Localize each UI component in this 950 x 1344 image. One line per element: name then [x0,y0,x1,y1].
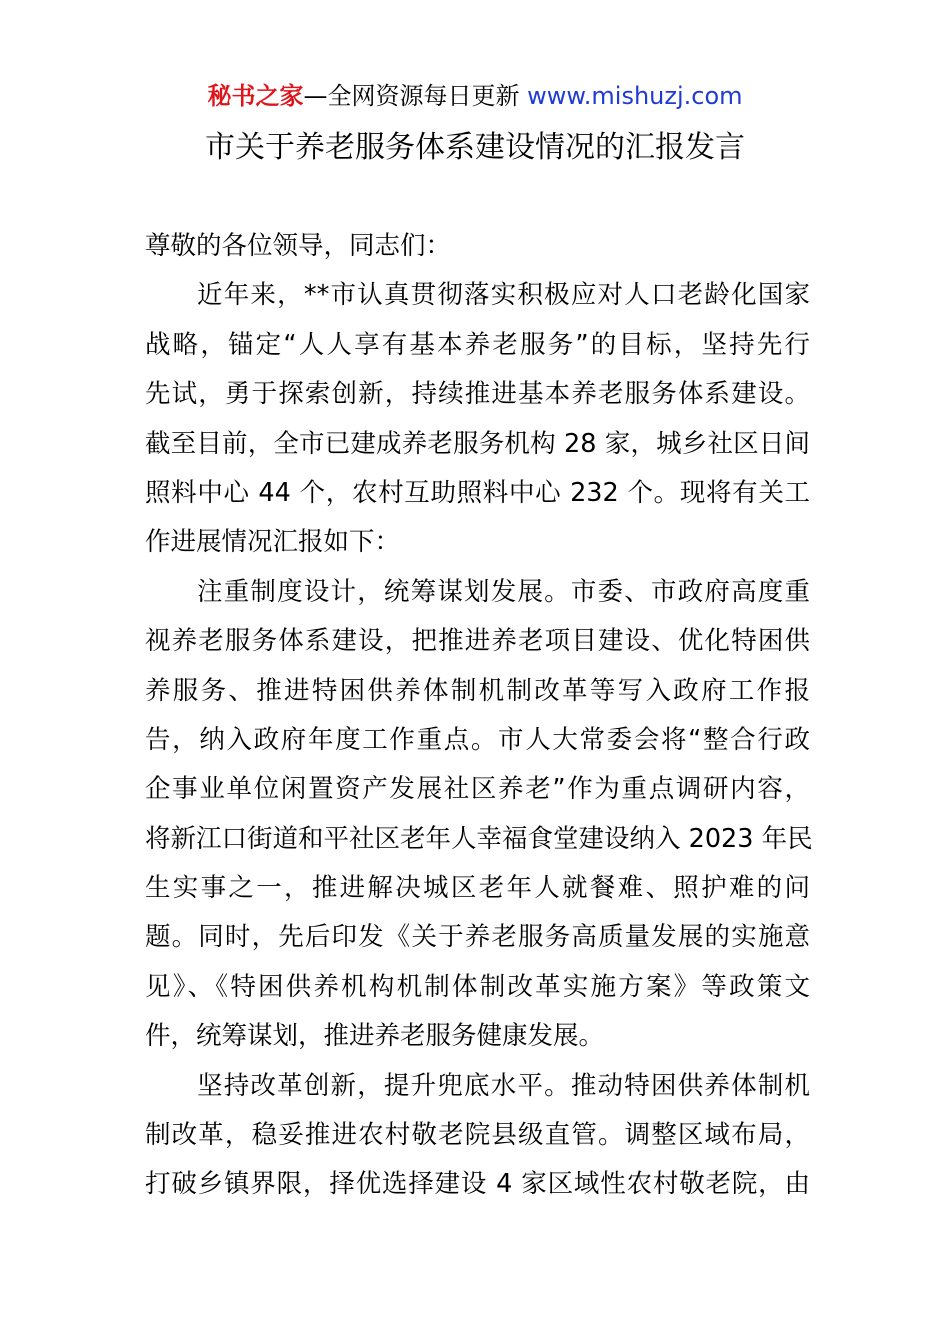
text-line: 注重制度设计，统筹谋划发展。市委、市政府高度重 [197,576,810,607]
text-line: 养服务、推进特困供养体制机制改革等写入政府工作报 [145,675,810,706]
text-line: 尊敬的各位领导，同志们： [145,231,452,261]
text-line: 近年来，**市认真贯彻落实积极应对人口老龄化国家 [197,280,810,311]
site-brand: 秘书之家 [207,82,304,110]
text-line: 告，纳入政府年度工作重点。市人大常委会将“整合行政 [145,724,810,755]
text-line: 见》、《特困供养机构机制体制改革实施方案》等政策文 [145,971,810,1002]
text-line: 生实事之一，推进解决城区老年人就餐难、照护难的问 [145,873,810,904]
text-line: 先试，勇于探索创新，持续推进基本养老服务体系建设。 [145,379,810,410]
document-title: 市关于养老服务体系建设情况的汇报发言 [205,130,745,165]
site-tagline: —全网资源每日更新 [303,82,528,110]
site-header [0,80,950,112]
text-line: 作进展情况汇报如下： [145,527,401,558]
text-line: 题。同时，先后印发《关于养老服务高质量发展的实施意 [145,922,810,953]
text-line: 件，统筹谋划，推进养老服务健康发展。 [145,1021,605,1052]
document-body [145,222,813,1210]
text-line: 制改革，稳妥推进农村敬老院县级直管。调整区域布局， [145,1120,810,1151]
text-line: 截至目前，全市已建成养老服务机构 28 家，城乡社区日间 [145,428,810,459]
paragraph-intro [145,271,810,567]
text-line: 照料中心 44 个，农村互助照料中心 232 个。现将有关工 [145,477,810,508]
paragraph-system-design [145,568,813,1062]
text-line: 将新江口街道和平社区老年人幸福食堂建设纳入 2023 年民 [145,823,813,854]
paragraph-reform [145,1062,810,1210]
text-line: 战略，锚定“人人享有基本养老服务”的目标，坚持先行 [145,329,810,360]
site-url-link[interactable]: www.mishuzj.com [527,82,743,110]
text-line: 企事业单位闲置资产发展社区养老”作为重点调研内容， [145,774,810,805]
text-line: 打破乡镇界限，择优选择建设 4 家区域性农村敬老院，由 [145,1169,810,1200]
text-line: 坚持改革创新，提升兜底水平。推动特困供养体制机 [197,1070,810,1101]
paragraph-salutation [145,222,810,271]
text-line: 视养老服务体系建设，把推进养老项目建设、优化特困供 [145,626,810,657]
